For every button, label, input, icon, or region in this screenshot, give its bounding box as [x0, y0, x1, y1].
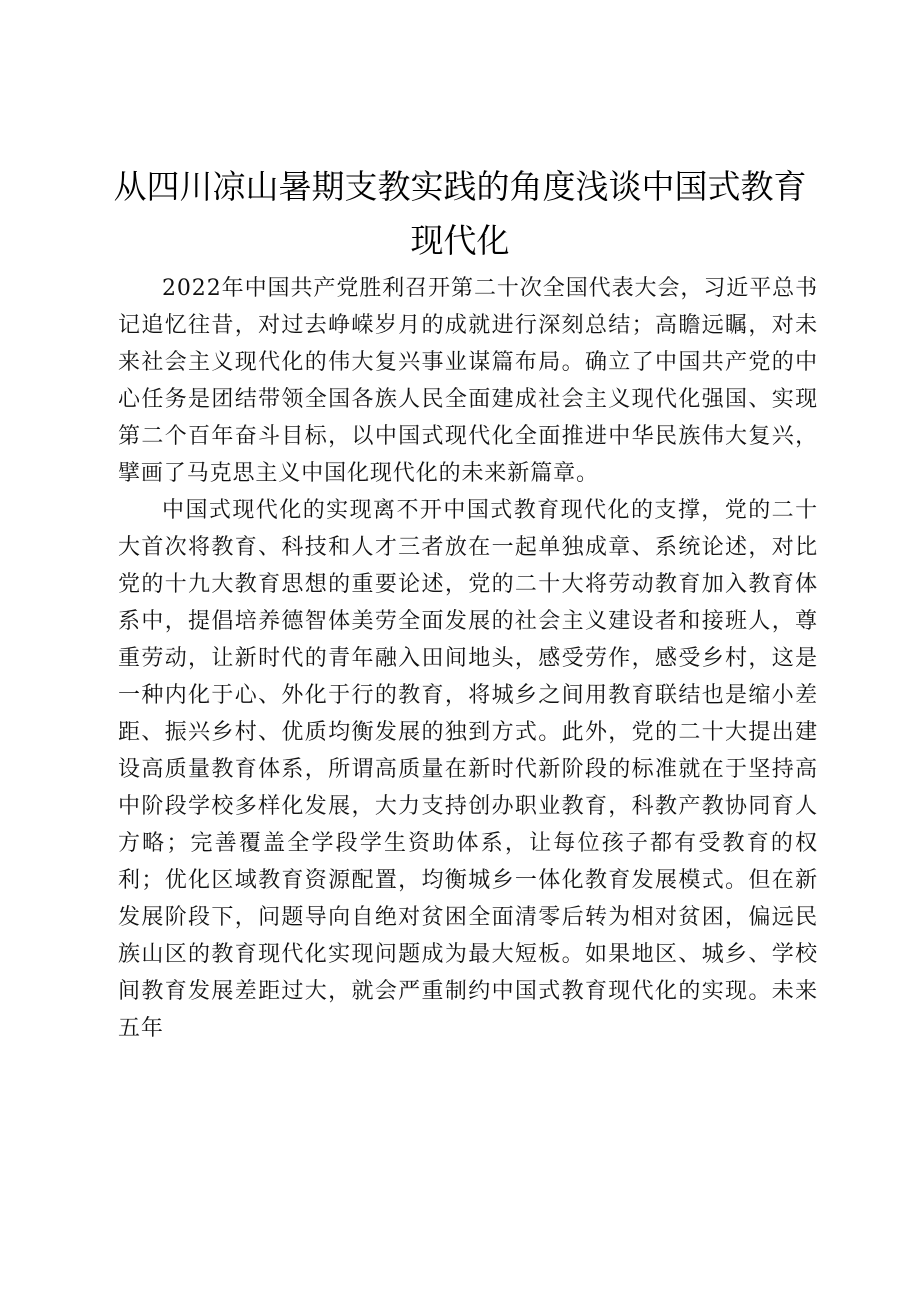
- paragraph-2: 中国式现代化的实现离不开中国式教育现代化的支撑，党的二十大首次将教育、科技和人才三者放在一起单独成章、系统论述，对比党的十九大教育思想的重要论述，党的二十大将劳动教育加入教育体系中，提倡培养德智体美劳全面发展的社会主义建设者和接班人，尊重劳动，让新时代的青年融入田间地头，感受劳作，感受乡村，这是一种内化于心、外化于行的教育，将城乡之间用教育联结也是缩小差距、振兴乡村、优质均衡发展的独到方式。此外，党的二十大提出建设高质量教育体系，所谓高质量在新时代新阶段的标准就在于坚持高中阶段学校多样化发展，大力支持创办职业教育，科教产教协同育人方略；完善覆盖全学段学生资助体系，让每位孩子都有受教育的权利；优化区域教育资源配置，均衡城乡一体化教育发展模式。但在新发展阶段下，问题导向自绝对贫困全面清零后转为相对贫困，偏远民族山区的教育现代化实现问题成为最大短板。如果地区、城乡、学校间教育发展差距过大，就会严重制约中国式教育现代化的实现。未来五年: [118, 498, 818, 1041]
- paragraph-1: 2022年中国共产党胜利召开第二十次全国代表大会，习近平总书记追忆往昔，对过去峥嵘岁月的成就进行深刻总结；高瞻远瞩，对未来社会主义现代化的伟大复兴事业谋篇布局。确立了中国共产党的中心任务是团结带领全国各族人民全面建成社会主义现代化强国、实现第二个百年奋斗目标，以中国式现代化全面推进中华民族伟大复兴，擘画了马克思主义中国化现代化的未来新篇章。: [118, 276, 818, 486]
- document-title: 从四川凉山暑期支教实践的角度浅谈中国式教育现代化: [113, 167, 807, 260]
- document-body: [118, 270, 818, 1047]
